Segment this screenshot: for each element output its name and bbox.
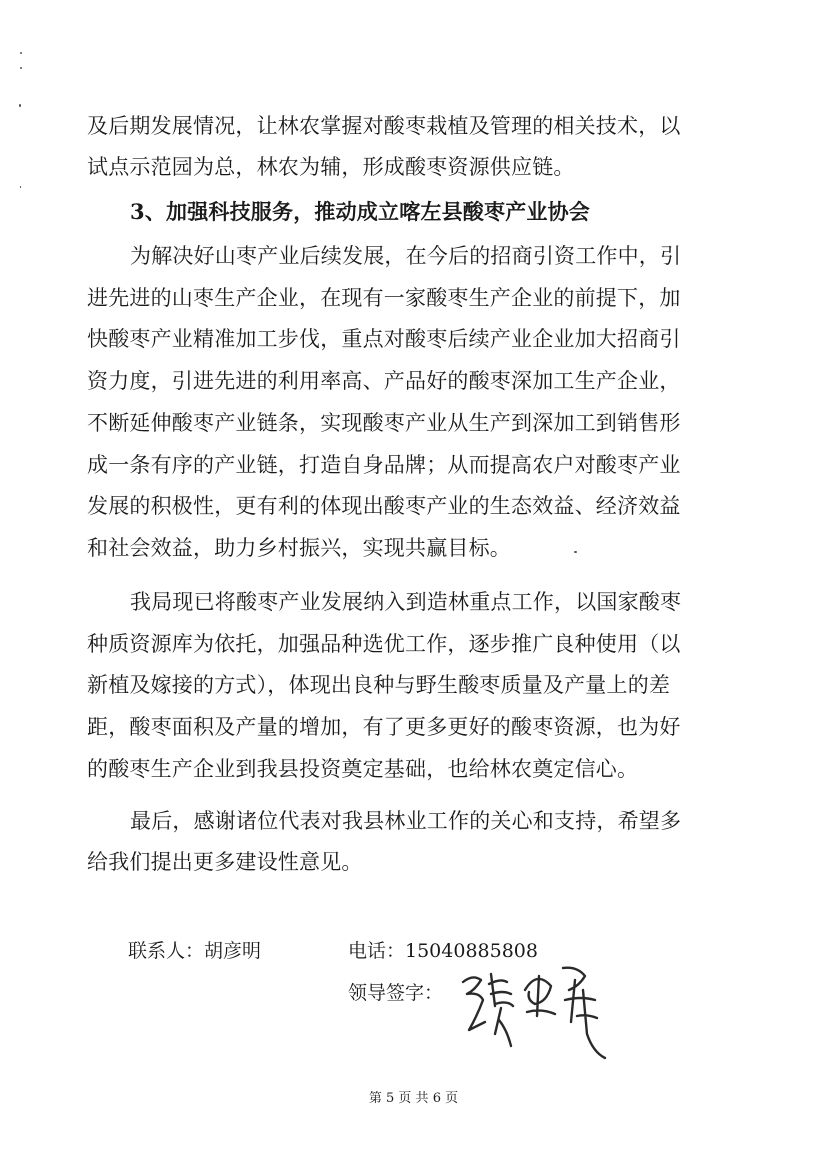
handwritten-signature <box>455 960 625 1060</box>
paragraph-line: 我局现已将酸枣产业发展纳入到造林重点工作，以国家酸枣 <box>130 590 682 614</box>
paragraph-line: 新植及嫁接的方式），体现出良种与野生酸枣质量及产量上的差 <box>87 673 671 697</box>
paragraph-line: 的酸枣生产企业到我县投资奠定基础，也给林农奠定信心。 <box>87 757 639 781</box>
paragraph-line: 资力度，引进先进的利用率高、产品好的酸枣深加工生产企业， <box>87 369 681 393</box>
paragraph-line: 给我们提出更多建设性意见。 <box>87 850 363 874</box>
signature-label: 领导签字： <box>348 982 444 1004</box>
scan-speck <box>20 186 21 188</box>
paragraph-line: 为解决好山枣产业后续发展，在今后的招商引资工作中，引 <box>130 244 682 268</box>
section-heading: 3、加强科技服务，推动成立喀左县酸枣产业协会 <box>130 199 591 224</box>
paragraph-line: 成一条有序的产业链，打造自身品牌；从而提高农户对酸枣产业 <box>87 453 681 477</box>
paragraph-line: 和社会效益，助力乡村振兴，实现共赢目标。 <box>87 536 511 560</box>
paragraph-line: 进先进的山枣生产企业，在现有一家酸枣生产企业的前提下，加 <box>87 286 681 310</box>
scan-speck <box>20 52 22 54</box>
scan-speck <box>20 67 22 69</box>
paragraph-line: 及后期发展情况，让林农掌握对酸枣栽植及管理的相关技术，以 <box>87 114 681 138</box>
paragraph-line: 试点示范园为总，林农为辅，形成酸枣资源供应链。 <box>87 155 575 179</box>
scan-speck <box>19 104 21 107</box>
paragraph-line: 最后，感谢诸位代表对我县林业工作的关心和支持，希望多 <box>130 809 682 833</box>
paragraph-line: 种质资源库为依托，加强品种选优工作，逐步推广良种使用（以 <box>87 632 681 656</box>
contact-person: 联系人：胡彦明 <box>128 940 262 962</box>
paragraph-line: 快酸枣产业精准加工步伐，重点对酸枣后续产业企业加大招商引 <box>87 327 681 351</box>
paragraph-line: 距，酸枣面积及产量的增加，有了更多更好的酸枣资源，也为好 <box>87 715 681 739</box>
paragraph-line: 不断延伸酸枣产业链条，实现酸枣产业从生产到深加工到销售形 <box>87 411 681 435</box>
paragraph-line: 发展的积极性，更有利的体现出酸枣产业的生态效益、经济效益 <box>87 494 681 518</box>
page-number: 第 5 页 共 6 页 <box>368 1091 459 1106</box>
contact-phone: 电话：15040885808 <box>348 940 538 962</box>
